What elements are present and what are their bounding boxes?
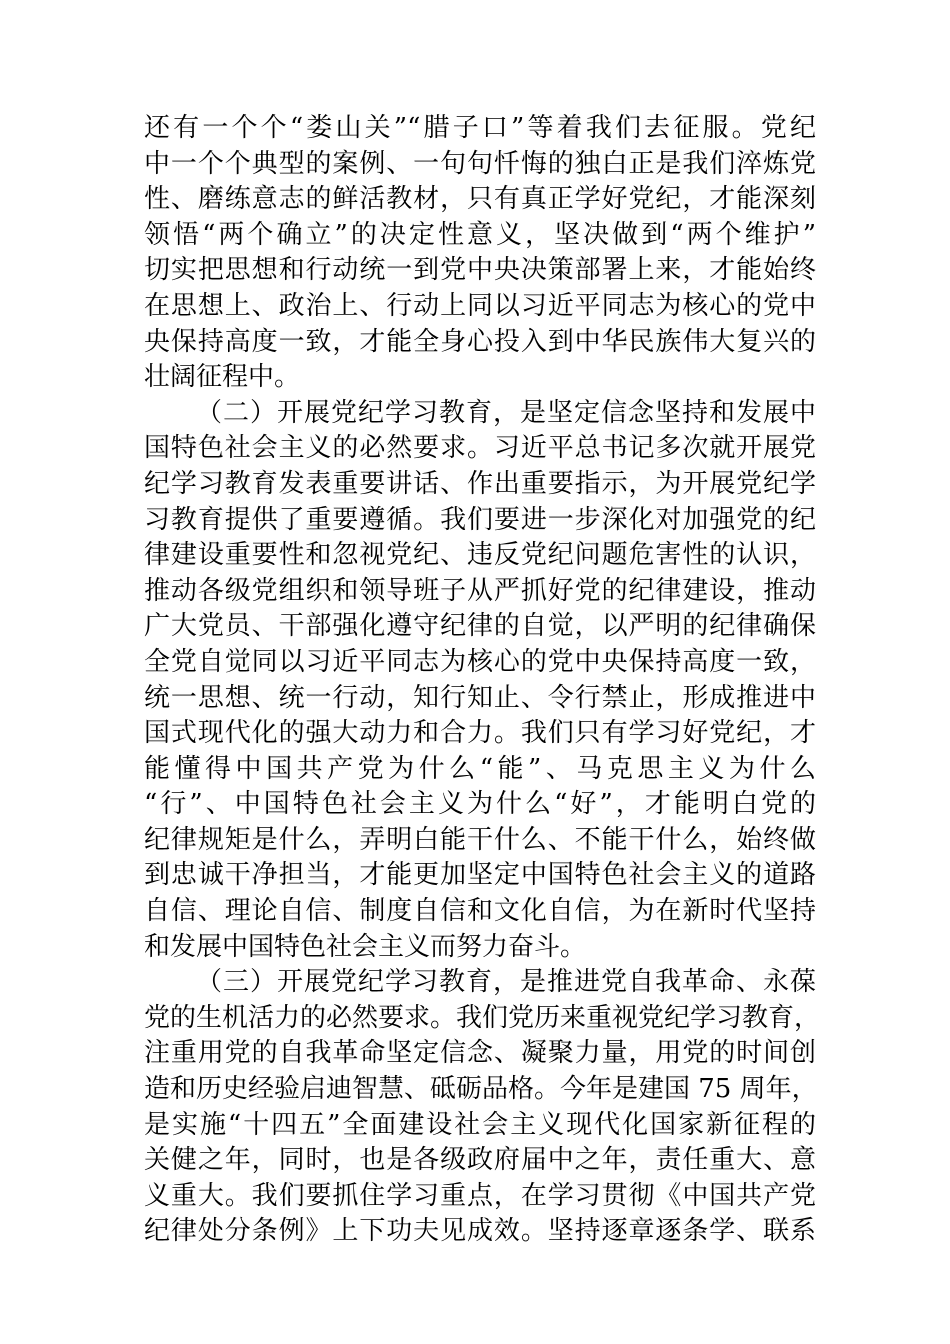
text-line: 纪律处分条例》上下功夫见成效。坚持逐章逐条学、联系 (144, 1216, 816, 1247)
paragraph-continuation (144, 111, 816, 396)
text-line: 国特色社会主义的必然要求。习近平总书记多次就开展党 (144, 433, 816, 464)
text-line: 央保持高度一致，才能全身心投入到中华民族伟大复兴的 (144, 326, 816, 357)
text-line: 壮阔征程中。 (144, 362, 301, 393)
text-line: 律建设重要性和忽视党纪、违反党纪问题危害性的认识， (144, 540, 816, 571)
text-line: 和发展中国特色社会主义而努力奋斗。 (144, 931, 587, 962)
text-line: 在思想上、政治上、行动上同以习近平同志为核心的党中 (144, 290, 816, 321)
text-line: 国式现代化的强大动力和合力。我们只有学习好党纪，才 (144, 718, 816, 749)
text-line: 性、磨练意志的鲜活教材，只有真正学好党纪，才能深刻 (144, 184, 816, 215)
text-line: 自信、理论自信、制度自信和文化自信，为在新时代坚持 (144, 896, 816, 927)
text-line: （三）开展党纪学习教育，是推进党自我革命、永葆 (196, 967, 816, 998)
text-line: “行”、中国特色社会主义为什么“好”，才能明白党的 (144, 789, 816, 820)
text-line: 能懂得中国共产党为什么“能”、马克思主义为什么 (144, 753, 816, 784)
paragraph-section-three (144, 965, 821, 1250)
text-line: 广大党员、干部强化遵守纪律的自觉，以严明的纪律确保 (144, 611, 816, 642)
text-line: （二）开展党纪学习教育，是坚定信念坚持和发展中 (196, 397, 816, 428)
text-line: 中一个个典型的案例、一句句忏悔的独白正是我们淬炼党 (144, 148, 816, 179)
text-line: 领悟“两个确立”的决定性意义，坚决做到“两个维护” (144, 219, 816, 250)
text-line: 统一思想、统一行动，知行知止、令行禁止，形成推进中 (144, 682, 816, 713)
text-line: 造和历史经验启迪智慧、砥砺品格。今年是建国 75 周年， (144, 1074, 818, 1105)
text-line: 纪学习教育发表重要讲话、作出重要指示，为开展党纪学 (144, 468, 816, 499)
text-line: 推动各级党组织和领导班子从严抓好党的纪律建设，推动 (144, 575, 816, 606)
text-line: 全党自觉同以习近平同志为核心的党中央保持高度一致， (144, 646, 816, 677)
text-line: 切实把思想和行动统一到党中央决策部署上来，才能始终 (144, 255, 816, 286)
document-body (144, 111, 821, 1250)
text-line: 党的生机活力的必然要求。我们党历来重视党纪学习教育， (144, 1002, 821, 1033)
text-line: 是实施“十四五”全面建设社会主义现代化国家新征程的 (144, 1109, 816, 1140)
text-line: 义重大。我们要抓住学习重点，在学习贯彻《中国共产党 (144, 1180, 816, 1211)
text-line: 纪律规矩是什么，弄明白能干什么、不能干什么，始终做 (144, 824, 816, 855)
text-line: 到忠诚干净担当，才能更加坚定中国特色社会主义的道路 (144, 860, 816, 891)
text-line: 注重用党的自我革命坚定信念、凝聚力量，用党的时间创 (144, 1038, 816, 1069)
text-line: 还有一个个“娄山关”“腊子口”等着我们去征服。党纪 (144, 113, 816, 143)
paragraph-section-two (144, 396, 816, 966)
text-line: 关健之年，同时，也是各级政府届中之年，责任重大、意 (144, 1145, 816, 1176)
text-line: 习教育提供了重要遵循。我们要进一步深化对加强党的纪 (144, 504, 816, 535)
